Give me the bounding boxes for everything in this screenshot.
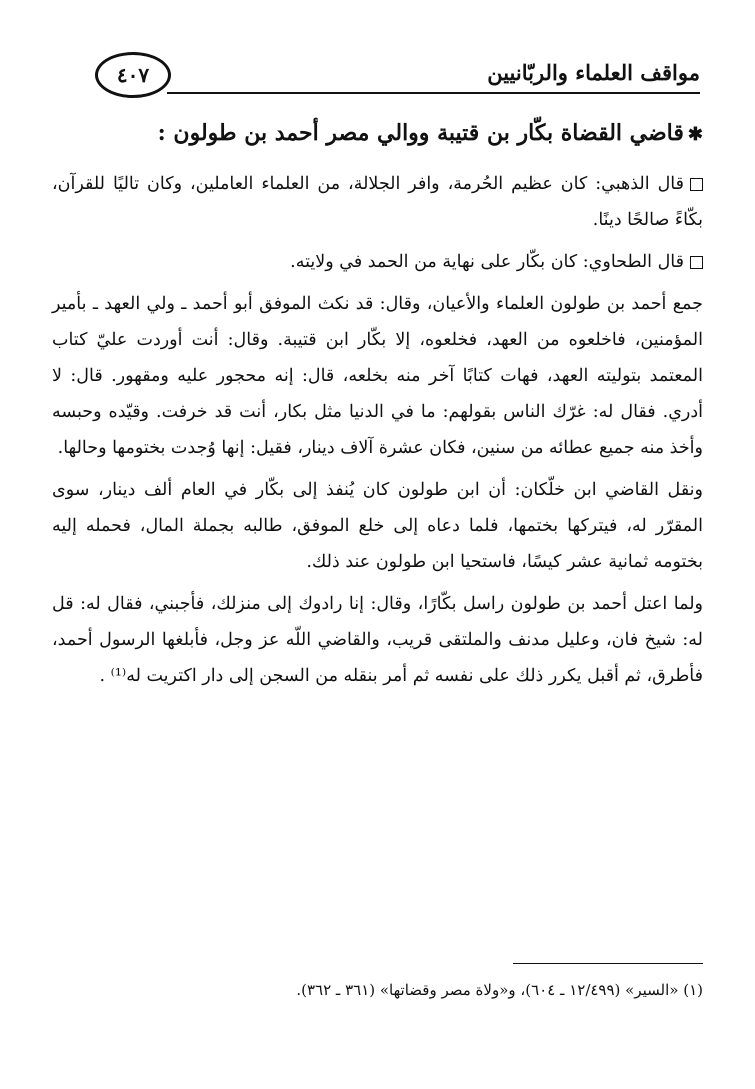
footnote-rule bbox=[513, 963, 703, 964]
paragraph bbox=[52, 244, 703, 280]
paragraph: ونقل القاضي ابن خلّكان: أن ابن طولون كان يُنفذ إلى بكّار في العام ألف دينار، سوى المقرّر له، فيتركها بختمها، فلما دعاه إلى خلع الموفق، طالبه بجملة المال، فحمله إليه بختومه ثمانية عشر كيسًا، فاستحيا ابن طولون عند ذلك. bbox=[52, 480, 703, 572]
page-number: ٤٠٧ bbox=[95, 52, 171, 98]
square-bullet-icon bbox=[690, 256, 703, 269]
paragraph-text: قال الطحاوي: كان بكّار على نهاية من الحمد في ولايته. bbox=[290, 252, 684, 272]
square-bullet-icon bbox=[690, 178, 703, 191]
section-title-text: قاضي القضاة بكّار بن قتيبة ووالي مصر أحمد بن طولون : bbox=[157, 120, 684, 146]
paragraph: جمع أحمد بن طولون العلماء والأعيان، وقال: قد نكث الموفق أبو أحمد ـ ولي العهد ـ بأمير المؤمنين، فاخلعوه من العهد، فخلعوه، إلا بكّار ابن قتيبة. وقال: أنت أوردت عليّ كتاب المعتمد بتوليته العهد، فهات كتابًا آخر منه بخلعه، قال: إنه محجور عليه ومقهور. قال: لا أدري. فقال له: غرّك الناس بقولهم: ما في الدنيا مثل بكار، أنت قد خرفت. وقيّده وحبسه وأخذ منه جميع عطائه من سنين، فكان عشرة آلاف دينار، فقيل: إنها وُجدت بختومها وحالها. bbox=[52, 294, 703, 458]
section-title bbox=[52, 112, 703, 156]
star-icon: ✱ bbox=[687, 124, 703, 145]
page-body bbox=[52, 112, 703, 700]
header-rule bbox=[167, 92, 700, 94]
running-header bbox=[95, 52, 700, 100]
header-title: مواقف العلماء والربّانيين bbox=[487, 60, 700, 85]
paragraph: ولما اعتل أحمد بن طولون راسل بكّارًا، وقال: إنا رادوك إلى منزلك، فأجبني، فقال له: قل له: شيخ فان، وعليل مدنف والملتقى قريب، والقاضي اللّه عز وجل، فأبلغها الرسول أحمد، فأطرق، ثم أقبل يكرر ذلك على نفسه ثم أمر بنقله من السجن إلى دار اكتريت له⁽¹⁾ . bbox=[52, 594, 703, 686]
paragraph bbox=[52, 166, 703, 238]
footnote: (١) «السير» (١٢/٤٩٩ ـ ٦٠٤)، و«ولاة مصر وقضاتها» (٣٦١ ـ ٣٦٢). bbox=[296, 981, 703, 999]
paragraph-text: قال الذهبي: كان عظيم الحُرمة، وافر الجلالة، من العلماء العاملين، وكان تاليًا للقرآن، بكّاءً صالحًا دينًا. bbox=[52, 174, 703, 230]
